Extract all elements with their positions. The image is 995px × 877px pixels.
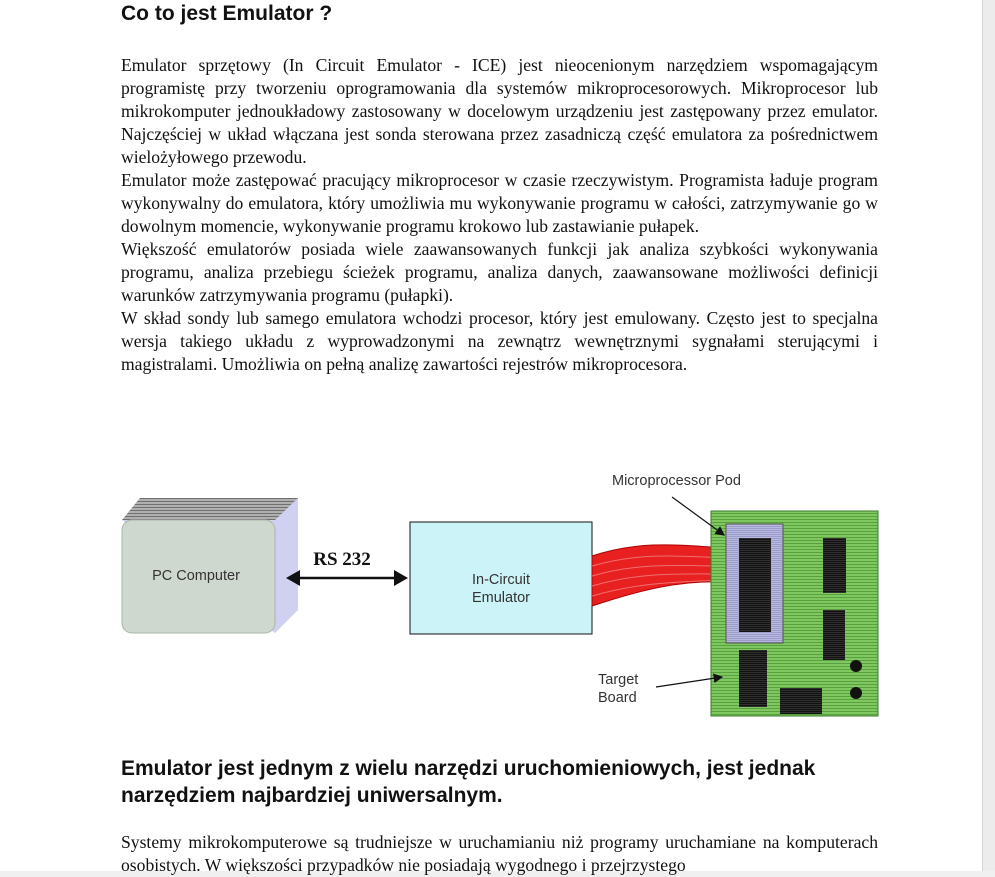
closing-text-block <box>121 831 878 877</box>
emulator-diagram <box>0 460 982 730</box>
emulator-label-line2: Emulator <box>471 590 531 606</box>
heading-emulator-universal: Emulator jest jednym z wielu narzędzi uruchomieniowych, jest jednak narzędziem najbardziej uniwersalnym. <box>121 757 816 807</box>
pc-computer-label: PC Computer <box>152 568 240 584</box>
target-board <box>711 511 878 716</box>
paragraph: Systemy mikrokomputerowe są trudniejsze w uruchamianiu niż programy uruchamiane na komputerach osobistych. W większości przypadków nie posiadają wygodnego i przejrzystego <box>121 832 878 875</box>
paragraph: Emulator może zastępować pracujący mikroprocesor w czasie rzeczywistym. Programista ładuje program wykonywalny do emulatora, który umożliwia mu wykonywanie programu w całości, zatrzymywanie go w dowolnym momencie, wykonywanie programu krokowo lub zastawianie pułapek. <box>121 170 878 236</box>
target-label-line1: Target <box>598 672 639 688</box>
microprocessor-pod-label: Microprocessor Pod <box>612 473 741 489</box>
target-label-line2: Board <box>598 690 637 706</box>
emulator-label-line1: In-Circuit <box>471 572 531 588</box>
rs232-link <box>286 549 408 586</box>
intro-text-block <box>121 54 878 376</box>
heading-co-to-jest-emulator: Co to jest Emulator ? <box>121 2 333 25</box>
paragraph: Większość emulatorów posiada wiele zaawansowanych funkcji jak analiza szybkości wykonywania programu, analiza przebiegu ścieżek programu, analiza danych, zaawansowane możliwości definicji warunków zatrzymywania programu (pułapki). <box>121 239 878 305</box>
in-circuit-emulator-box <box>410 522 592 634</box>
rs232-label: RS 232 <box>313 549 371 570</box>
paragraph: W skład sondy lub samego emulatora wchodzi procesor, który jest emulowany. Często jest to specjalna wersja takiego układu z wyprowadzonymi na zewnątrz wewnętrznymi sygnałami sterującymi i magistralami. Umożliwia on pełną analizę zawartości rejestrów mikroprocesora. <box>121 308 878 374</box>
ribbon-cable <box>592 545 725 606</box>
scrollbar-track[interactable] <box>982 0 995 871</box>
paragraph: Emulator sprzętowy (In Circuit Emulator - ICE) jest nieocenionym narzędziem wspomagającym programistę przy tworzeniu oprogramowania dla systemów mikroprocesorowych. Mikroprocesor lub mikrokomputer jednoukładowy zastosowany w docelowym urządzeniu jest zastępowany przez emulator. Najczęściej w układ włączana jest sonda sterowana przez zasadniczą część emulatora za pośrednictwem wielożyłowego przewodu. <box>121 55 878 167</box>
pc-computer-box <box>122 498 298 633</box>
